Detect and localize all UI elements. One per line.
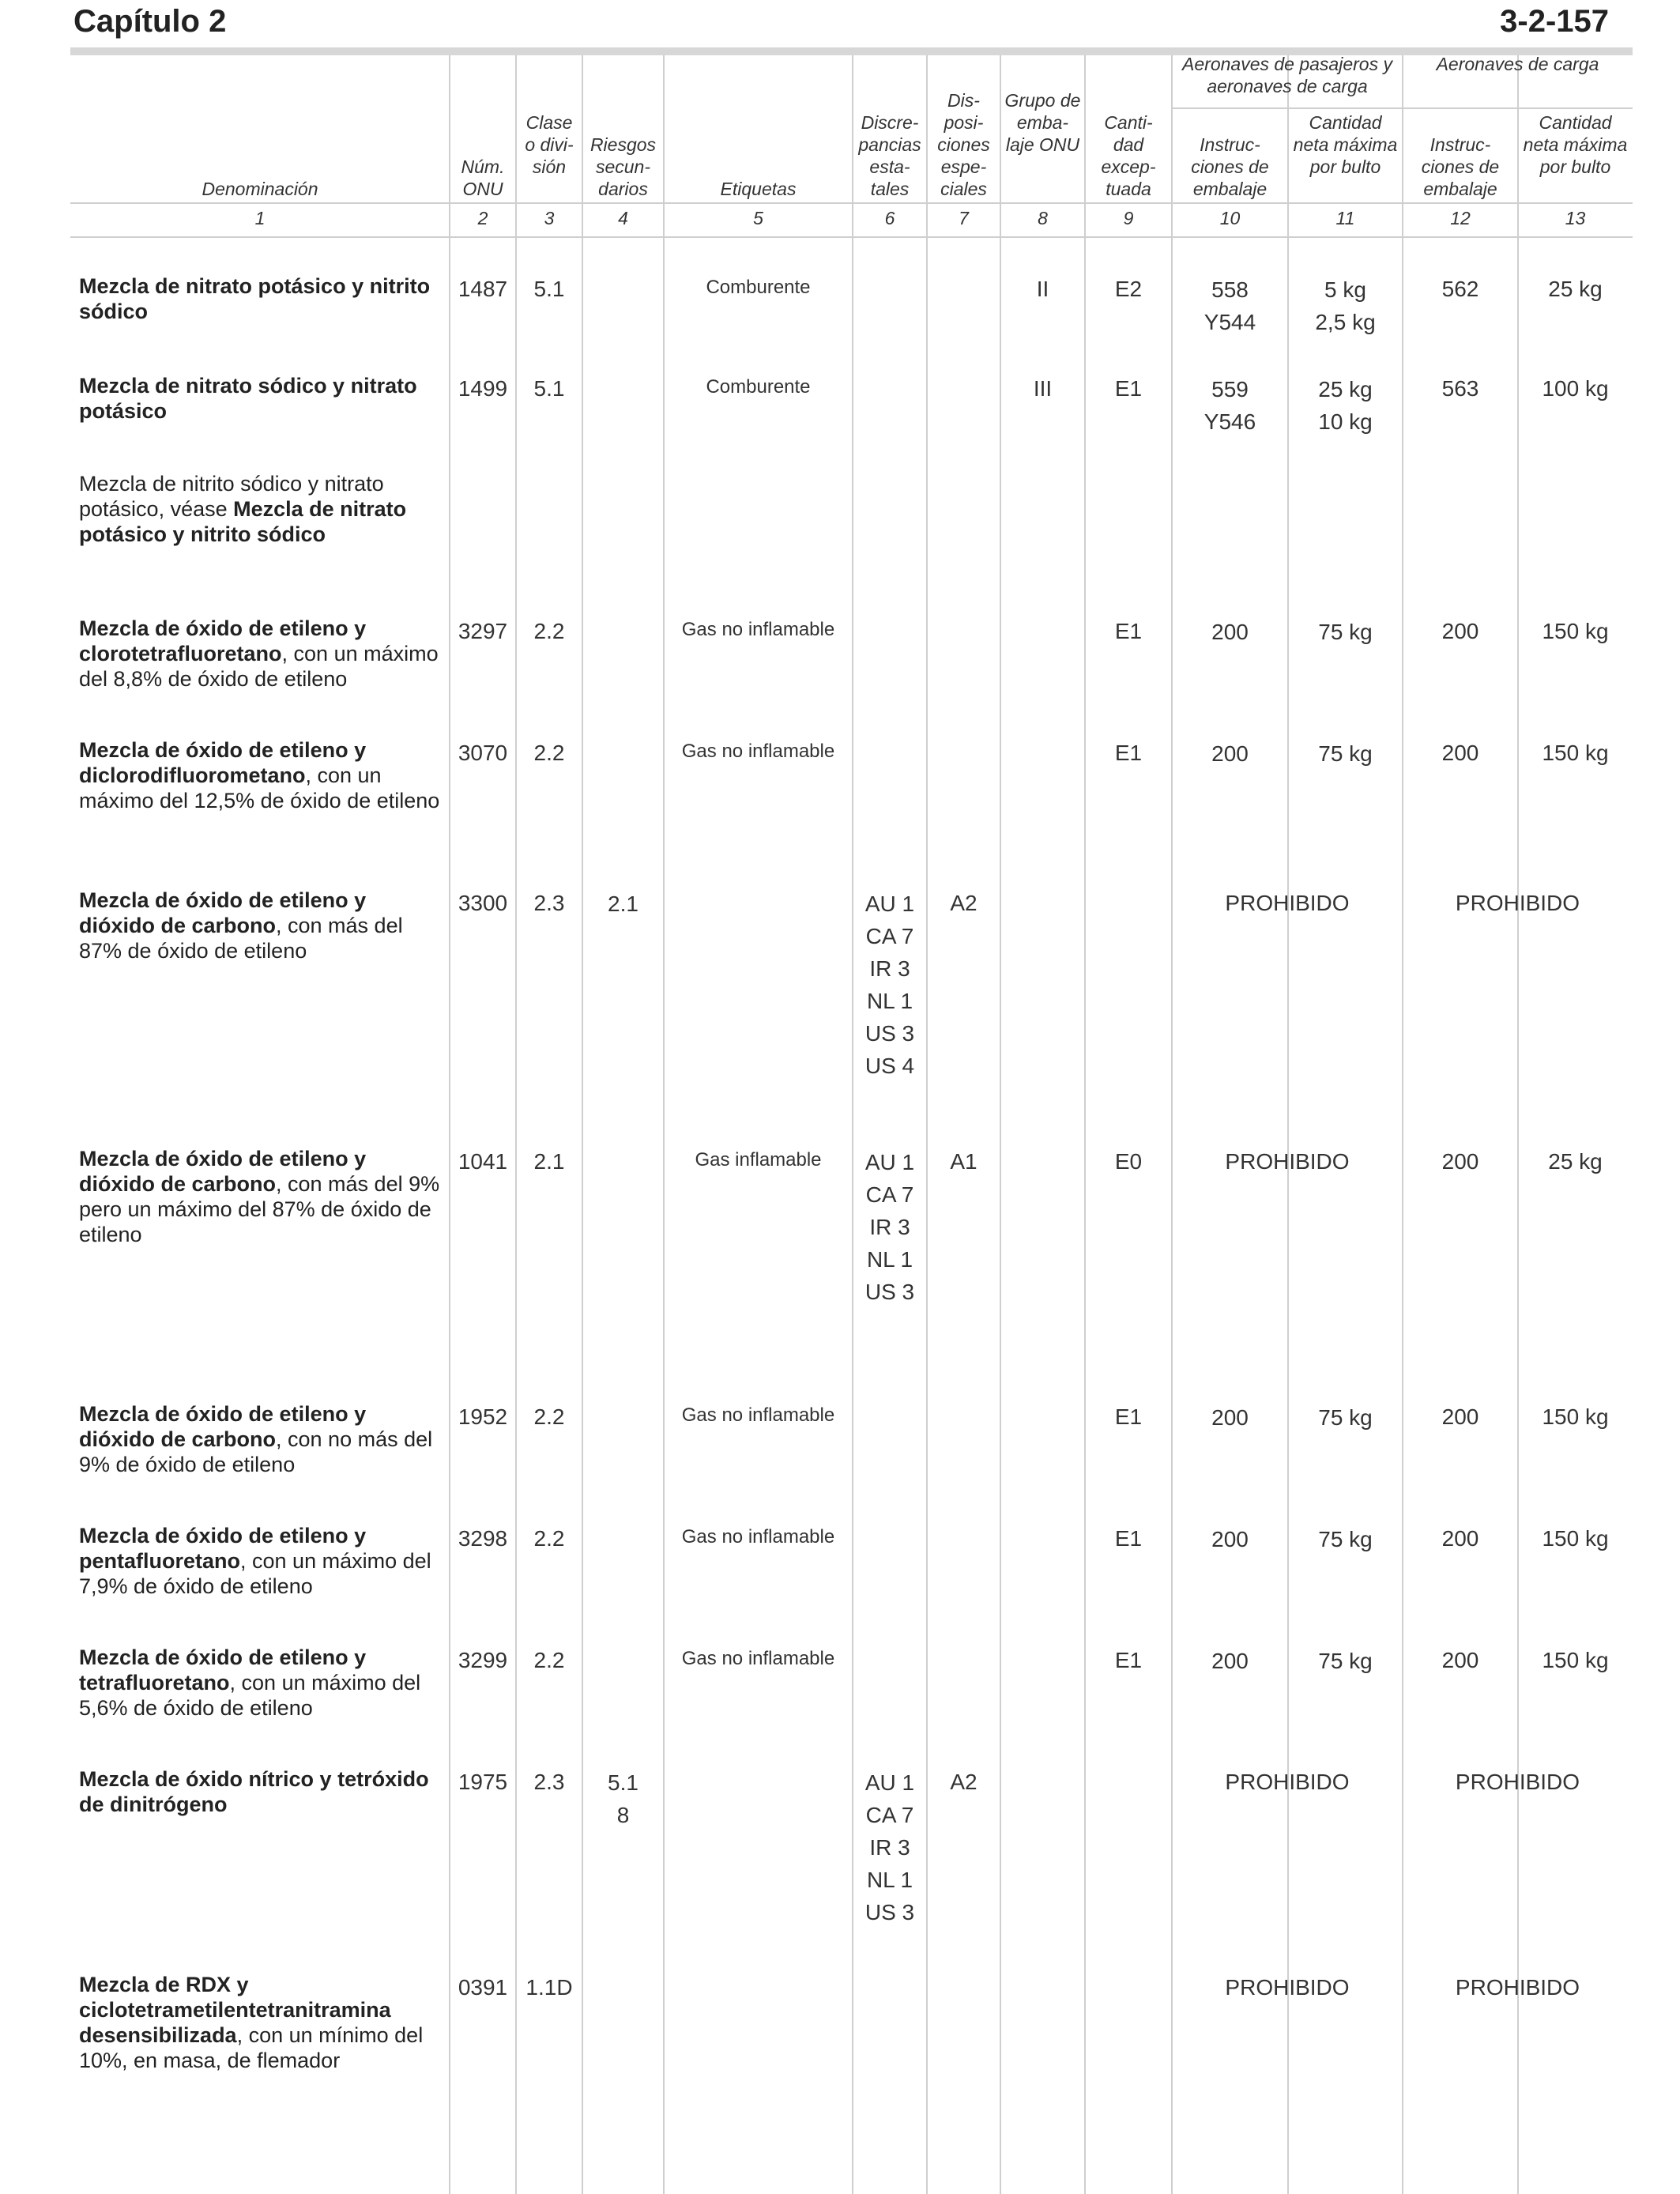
un-number: 3070 bbox=[458, 741, 508, 765]
passenger-max-quantity-value: 75 kg bbox=[1318, 741, 1373, 766]
passenger-forbidden: PROHIBIDO bbox=[1225, 1770, 1350, 1794]
passenger-packing-instruction bbox=[1172, 273, 1288, 338]
state-variation-value: US 3 bbox=[864, 1021, 915, 1046]
passenger-packing-instruction bbox=[1172, 373, 1288, 438]
class-division: 2.2 bbox=[533, 741, 565, 765]
column-header: Canti- dad excep- tuada bbox=[1101, 112, 1156, 199]
name-bold: Mezcla de óxido de etileno y dióxido de carbono bbox=[79, 1402, 367, 1451]
state-variation-value: AU 1 bbox=[864, 1770, 915, 1795]
column-number: 5 bbox=[753, 208, 763, 228]
passenger-forbidden: PROHIBIDO bbox=[1225, 891, 1350, 915]
hazard-label: Gas no inflamable bbox=[681, 1648, 835, 1669]
state-variation-value: IR 3 bbox=[869, 956, 910, 981]
passenger-max-quantity-value: 5 kg bbox=[1324, 277, 1366, 302]
column-header: Etiquetas bbox=[720, 179, 797, 199]
passenger-max-quantity bbox=[1288, 1401, 1403, 1434]
name-plain: Mezcla de nitrito sódico y nitrato potásico, véase bbox=[79, 472, 384, 521]
state-variation-value: NL 1 bbox=[866, 989, 913, 1013]
column-header: Clase o divi- sión bbox=[525, 112, 574, 177]
name-bold: Mezcla de nitrato potásico y nitrito sódico bbox=[79, 274, 431, 323]
state-variation-value: IR 3 bbox=[869, 1835, 910, 1860]
hazard-label: Comburente bbox=[706, 277, 811, 298]
state-variation-value: US 3 bbox=[864, 1280, 915, 1304]
cargo-forbidden: PROHIBIDO bbox=[1455, 891, 1580, 915]
column-number: 1 bbox=[254, 208, 266, 228]
passenger-packing-instruction bbox=[1172, 737, 1288, 770]
substance-name bbox=[79, 888, 443, 963]
passenger-max-quantity bbox=[1288, 1523, 1403, 1555]
excepted-quantity: E1 bbox=[1114, 1526, 1143, 1551]
subsidiary-risk bbox=[582, 1766, 664, 1831]
un-number: 1487 bbox=[458, 277, 508, 301]
column-header: Denominación bbox=[202, 179, 318, 199]
column-header: Cantidad neta máxima por bulto bbox=[1293, 112, 1398, 177]
passenger-packing-instruction-value: Y544 bbox=[1203, 310, 1256, 334]
substance-name bbox=[79, 373, 443, 424]
passenger-packing-instruction-value: 200 bbox=[1211, 1649, 1249, 1673]
passenger-packing-instruction-value: 200 bbox=[1211, 620, 1249, 644]
passenger-max-quantity-value: 10 kg bbox=[1318, 409, 1373, 434]
state-variation-value: CA 7 bbox=[865, 1182, 914, 1207]
passenger-packing-instruction bbox=[1172, 616, 1288, 648]
column-header: Núm. ONU bbox=[461, 156, 505, 199]
column-number: 6 bbox=[884, 208, 895, 228]
chapter-title: Capítulo 2 bbox=[73, 4, 227, 39]
passenger-max-quantity bbox=[1288, 273, 1403, 338]
state-variation-value: IR 3 bbox=[869, 1215, 910, 1239]
hazard-label: Gas no inflamable bbox=[681, 619, 835, 640]
substance-name bbox=[79, 1972, 443, 2073]
passenger-max-quantity-value: 25 kg bbox=[1318, 377, 1373, 401]
packing-group: II bbox=[1036, 277, 1049, 301]
class-division: 2.3 bbox=[533, 891, 565, 915]
hazard-label: Gas no inflamable bbox=[681, 1404, 835, 1426]
excepted-quantity: E2 bbox=[1114, 277, 1143, 301]
class-division: 5.1 bbox=[533, 277, 565, 301]
cargo-forbidden: PROHIBIDO bbox=[1455, 1770, 1580, 1794]
state-variation-value: AU 1 bbox=[864, 1150, 915, 1174]
column-number: 2 bbox=[477, 208, 488, 228]
cargo-max-quantity: 25 kg bbox=[1548, 1149, 1603, 1174]
passenger-packing-instruction-value: 200 bbox=[1211, 1405, 1249, 1430]
hazard-label: Comburente bbox=[706, 376, 811, 398]
excepted-quantity: E1 bbox=[1114, 376, 1143, 401]
substance-name bbox=[79, 471, 443, 547]
state-variation-value: NL 1 bbox=[866, 1868, 913, 1892]
passenger-max-quantity-value: 75 kg bbox=[1318, 1527, 1373, 1551]
passenger-packing-instruction-value: 558 bbox=[1211, 277, 1249, 302]
state-variation bbox=[853, 1766, 927, 1928]
name-bold: Mezcla de nitrato sódico y nitrato potásico bbox=[79, 374, 417, 423]
name-bold: Mezcla de óxido de etileno y dióxido de carbono bbox=[79, 1147, 367, 1196]
passenger-max-quantity bbox=[1288, 737, 1403, 770]
special-provision: A2 bbox=[950, 1770, 977, 1794]
class-division: 2.3 bbox=[533, 1770, 565, 1794]
substance-name bbox=[79, 1766, 443, 1817]
name-rest: , con más del 87% de óxido de etileno bbox=[79, 914, 403, 963]
name-rest: , con un máximo del 5,6% de óxido de etileno bbox=[79, 1671, 421, 1720]
name-bold: Mezcla de óxido de etileno y pentafluoretano bbox=[79, 1524, 367, 1573]
column-number: 11 bbox=[1335, 208, 1355, 228]
passenger-max-quantity-value: 75 kg bbox=[1318, 620, 1373, 644]
passenger-packing-instruction bbox=[1172, 1645, 1288, 1677]
cargo-packing-instruction: 200 bbox=[1441, 1648, 1479, 1672]
cargo-packing-instruction: 200 bbox=[1441, 1526, 1479, 1551]
un-number: 3299 bbox=[458, 1648, 508, 1672]
name-rest: , con un máximo del 12,5% de óxido de etileno bbox=[79, 763, 440, 812]
class-division: 2.2 bbox=[533, 1648, 565, 1672]
header-group-passenger: Aeronaves de pasajeros y aeronaves de carga bbox=[1182, 54, 1392, 96]
name-bold: Mezcla de nitrato potásico y nitrito sódico bbox=[79, 497, 407, 546]
subsidiary-risk bbox=[582, 888, 664, 920]
cargo-max-quantity: 150 kg bbox=[1542, 1404, 1609, 1429]
page-number: 3-2-157 bbox=[1500, 4, 1609, 39]
column-header: Dis- posi- ciones espe- ciales bbox=[937, 90, 990, 199]
special-provision: A2 bbox=[950, 891, 977, 915]
state-variation-value: AU 1 bbox=[864, 892, 915, 916]
passenger-packing-instruction bbox=[1172, 1401, 1288, 1434]
substance-name bbox=[79, 273, 443, 324]
un-number: 1975 bbox=[458, 1770, 508, 1794]
un-number: 1041 bbox=[458, 1149, 508, 1174]
hazard-label: Gas no inflamable bbox=[681, 1526, 835, 1547]
column-header: Discre- pancias esta- tales bbox=[858, 112, 921, 199]
subsidiary-risk-value: 5.1 bbox=[608, 1770, 638, 1795]
state-variation-value: CA 7 bbox=[865, 1803, 914, 1827]
state-variation bbox=[853, 888, 927, 1082]
substance-name bbox=[79, 1645, 443, 1721]
column-number: 13 bbox=[1565, 208, 1586, 228]
name-rest: , con no más del 9% de óxido de etileno bbox=[79, 1427, 433, 1476]
passenger-max-quantity-value: 2,5 kg bbox=[1315, 310, 1376, 334]
class-division: 2.2 bbox=[533, 619, 565, 643]
cargo-forbidden: PROHIBIDO bbox=[1455, 1975, 1580, 2000]
un-number: 1499 bbox=[458, 376, 508, 401]
cargo-max-quantity: 150 kg bbox=[1542, 1648, 1609, 1672]
passenger-packing-instruction-value: 200 bbox=[1211, 1527, 1249, 1551]
header-bottom-rule bbox=[70, 202, 1633, 204]
name-rest: , con un mínimo del 10%, en masa, de flemador bbox=[79, 2023, 424, 2072]
column-number-rule bbox=[70, 236, 1633, 238]
name-rest: , con un máximo del 7,9% de óxido de etileno bbox=[79, 1549, 431, 1598]
passenger-max-quantity-value: 75 kg bbox=[1318, 1405, 1373, 1430]
excepted-quantity: E1 bbox=[1114, 741, 1143, 765]
excepted-quantity: E1 bbox=[1114, 619, 1143, 643]
column-number: 12 bbox=[1450, 208, 1471, 228]
passenger-packing-instruction-value: 200 bbox=[1211, 741, 1249, 766]
name-rest: , con un máximo del 8,8% de óxido de etileno bbox=[79, 642, 439, 691]
un-number: 3297 bbox=[458, 619, 508, 643]
cargo-max-quantity: 150 kg bbox=[1542, 1526, 1609, 1551]
name-bold: Mezcla de óxido de etileno y diclorodifluorometano bbox=[79, 738, 367, 787]
name-bold: Mezcla de RDX y ciclotetrametilentetranitramina desensibilizada bbox=[79, 1973, 391, 2047]
un-number: 1952 bbox=[458, 1404, 508, 1429]
class-division: 2.2 bbox=[533, 1526, 565, 1551]
state-variation-value: CA 7 bbox=[865, 924, 914, 948]
passenger-max-quantity bbox=[1288, 373, 1403, 438]
substance-name bbox=[79, 737, 443, 813]
substance-name bbox=[79, 1401, 443, 1477]
passenger-packing-instruction-value: Y546 bbox=[1203, 409, 1256, 434]
column-header: Instruc- ciones de embalaje bbox=[1421, 134, 1500, 199]
packing-group: III bbox=[1033, 376, 1053, 401]
name-rest: , con más del 9% pero un máximo del 87% de óxido de etileno bbox=[79, 1172, 440, 1246]
substance-name bbox=[79, 616, 443, 692]
passenger-max-quantity-value: 75 kg bbox=[1318, 1649, 1373, 1673]
excepted-quantity: E1 bbox=[1114, 1404, 1143, 1429]
state-variation bbox=[853, 1146, 927, 1308]
subsidiary-risk-value: 8 bbox=[616, 1803, 630, 1827]
header-group-divider bbox=[1172, 107, 1633, 109]
substance-name bbox=[79, 1523, 443, 1599]
cargo-max-quantity: 150 kg bbox=[1542, 619, 1609, 643]
un-number: 3298 bbox=[458, 1526, 508, 1551]
passenger-forbidden: PROHIBIDO bbox=[1225, 1149, 1350, 1174]
subsidiary-risk-value: 2.1 bbox=[608, 892, 638, 916]
excepted-quantity: E1 bbox=[1114, 1648, 1143, 1672]
header-group-cargo: Aeronaves de carga bbox=[1436, 54, 1599, 74]
cargo-packing-instruction: 200 bbox=[1441, 1404, 1479, 1429]
passenger-packing-instruction bbox=[1172, 1523, 1288, 1555]
column-number: 9 bbox=[1123, 208, 1134, 228]
column-number: 8 bbox=[1038, 208, 1048, 228]
un-number: 0391 bbox=[458, 1975, 508, 2000]
name-bold: Mezcla de óxido de etileno y clorotetrafluoretano bbox=[79, 616, 367, 665]
excepted-quantity: E0 bbox=[1114, 1149, 1143, 1174]
passenger-max-quantity bbox=[1288, 1645, 1403, 1677]
hazard-label: Gas inflamable bbox=[695, 1149, 822, 1171]
passenger-forbidden: PROHIBIDO bbox=[1225, 1975, 1350, 2000]
substance-name bbox=[79, 1146, 443, 1247]
cargo-packing-instruction: 200 bbox=[1441, 1149, 1479, 1174]
column-header: Riesgos secun- darios bbox=[590, 134, 657, 199]
cargo-packing-instruction: 562 bbox=[1441, 277, 1479, 301]
name-bold: Mezcla de óxido de etileno y dióxido de carbono bbox=[79, 888, 367, 937]
passenger-max-quantity bbox=[1288, 616, 1403, 648]
column-number: 10 bbox=[1219, 208, 1241, 228]
cargo-packing-instruction: 200 bbox=[1441, 741, 1479, 765]
state-variation-value: NL 1 bbox=[866, 1247, 913, 1272]
state-variation-value: US 4 bbox=[864, 1054, 915, 1078]
special-provision: A1 bbox=[950, 1149, 977, 1174]
class-division: 2.1 bbox=[533, 1149, 565, 1174]
cargo-max-quantity: 100 kg bbox=[1542, 376, 1609, 401]
column-header: Cantidad neta máxima por bulto bbox=[1523, 112, 1628, 177]
un-number: 3300 bbox=[458, 891, 508, 915]
state-variation-value: US 3 bbox=[864, 1900, 915, 1924]
passenger-packing-instruction-value: 559 bbox=[1211, 377, 1249, 401]
column-number: 4 bbox=[618, 208, 628, 228]
cargo-packing-instruction: 563 bbox=[1441, 376, 1479, 401]
class-division: 1.1D bbox=[525, 1975, 573, 2000]
name-bold: Mezcla de óxido de etileno y tetrafluoretano bbox=[79, 1646, 367, 1695]
column-number: 7 bbox=[959, 208, 969, 228]
column-header: Grupo de emba- laje ONU bbox=[1004, 90, 1081, 155]
class-division: 2.2 bbox=[533, 1404, 565, 1429]
name-bold: Mezcla de óxido nítrico y tetróxido de dinitrógeno bbox=[79, 1767, 429, 1816]
hazard-label: Gas no inflamable bbox=[681, 741, 835, 762]
class-division: 5.1 bbox=[533, 376, 565, 401]
cargo-max-quantity: 150 kg bbox=[1542, 741, 1609, 765]
cargo-max-quantity: 25 kg bbox=[1548, 277, 1603, 301]
cargo-packing-instruction: 200 bbox=[1441, 619, 1479, 643]
column-header: Instruc- ciones de embalaje bbox=[1191, 134, 1269, 199]
column-number: 3 bbox=[544, 208, 555, 228]
